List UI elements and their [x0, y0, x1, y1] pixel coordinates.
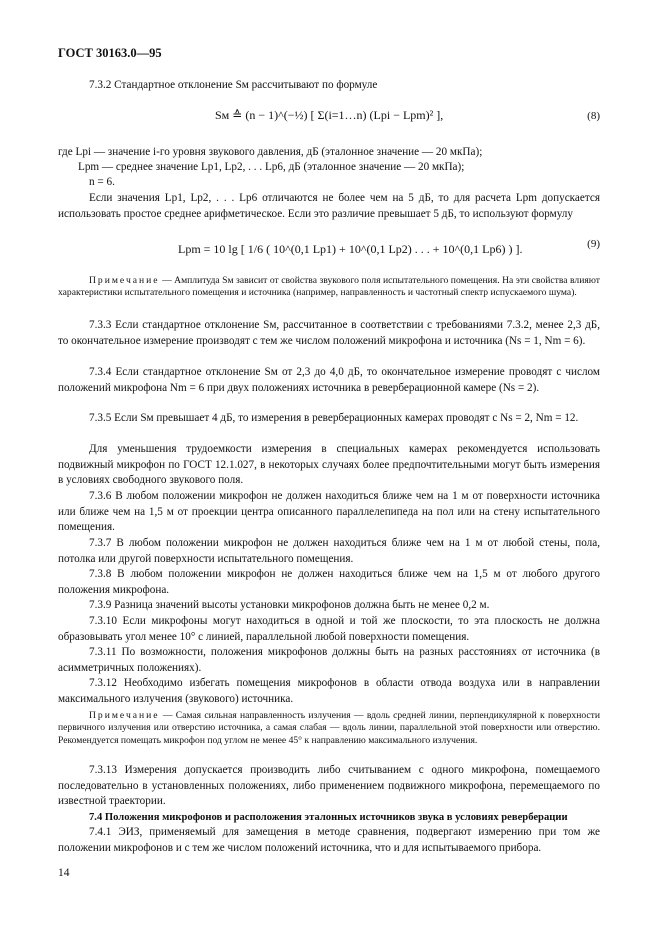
paragraph-7-3-7: 7.3.7 В любом положении микрофон не должен находиться ближе чем на 1 м от любой стены, пола, потолка или другой поверхности испытательного помещения. [58, 537, 600, 565]
paragraph-7-3-3: 7.3.3 Если стандартное отклонение Sм, рассчитанное в соответствии с требованиями 7.3.2, менее 2,3 дБ, то окончательное измерение производят с тем же числом положений микрофона и источника (Ns = 1, Nm = 6). [58, 319, 600, 347]
paragraph-labor: Для уменьшения трудоемкости измерения в специальных камерах рекомендуется использовать подвижный микрофон по ГОСТ 12.1.027, в некоторых случаях более предпочтительными могут быть измерения в условиях свободного звукового поля. [58, 443, 600, 487]
paragraph-7-3-2: 7.3.2 Стандартное отклонение Sм рассчитывают по формуле [89, 79, 378, 91]
note-2 [58, 710, 600, 747]
page-number: 14 [58, 867, 70, 879]
formula-8-number: (8) [587, 110, 600, 122]
formula-8: Sм ≙ (n − 1)^(−½) [ Σ(i=1…n) (Lpi − Lpm)² ], [215, 108, 444, 122]
note-2-text: — Самая сильная направленность излучения — вдоль средней линии, перпендикулярной к поверхности первичного излучения или отверстию источника, а самая слабая — вдоль линии, параллельной этой поверхности или отверстию. Рекомендуется помещать микрофон под углом не менее 45° к направлению максимального излучения. [58, 710, 600, 746]
paragraph-7-3-5: 7.3.5 Если Sм превышает 4 дБ, то измерения в реверберационных камерах проводят с Ns = 2, Nm = 12. [89, 412, 579, 424]
definition-n: n = 6. [89, 176, 115, 188]
note-1 [58, 275, 600, 300]
paragraph-7-3-8: 7.3.8 В любом положении микрофон не должен находиться ближе чем на 1,5 м от любого другого положения микрофона. [58, 568, 600, 596]
section-heading-7-4: 7.4 Положения микрофонов и расположения эталонных источников звука в условиях реверберации [89, 812, 568, 823]
paragraph-7-3-13: 7.3.13 Измерения допускается производить либо считыванием с одного микрофона, помещаемого последовательно в установленных положениях, либо применением подвижного микрофона, перемещаемого по известной траектории. [58, 764, 600, 808]
note-1-label: Примечание [89, 275, 160, 286]
paragraph-7-3-11: 7.3.11 По возможности, положения микрофонов должны быть на разных расстояниях от источника (в асимметричных положениях). [58, 646, 600, 674]
formula-9: Lpm = 10 lg [ 1/6 ( 10^(0,1 Lp1) + 10^(0,1 Lp2) . . . + 10^(0,1 Lp6) ) ]. [178, 242, 523, 256]
paragraph-7-3-10: 7.3.10 Если микрофоны могут находиться в одной и той же плоскости, то эта плоскость не должна образовывать угол менее 10° с линией, параллельной любой поверхности помещения. [58, 615, 600, 643]
paragraph-7-3-4: 7.3.4 Если стандартное отклонение Sм от 2,3 до 4,0 дБ, то окончательное измерение проводят с числом положений микрофона Nm = 6 при двух положениях источника в реверберационной камере (Ns = 2). [58, 366, 600, 394]
paragraph-7-3-9: 7.3.9 Разница значений высоты установки микрофонов должна быть не менее 0,2 м. [89, 599, 490, 611]
definition-lpi: где Lpi — значение i-го уровня звукового давления, дБ (эталонное значение — 20 мкПа); [58, 146, 483, 158]
definition-lpm: Lpm — среднее значение Lp1, Lp2, . . . Lp6, дБ (эталонное значение — 20 мкПа); [78, 161, 465, 173]
note-2-label: Примечание [89, 710, 160, 721]
paragraph-average: Если значения Lp1, Lp2, . . . Lp6 отличаются не более чем на 5 дБ, то для расчета Lpm допускается использовать простое среднее арифметическое. Если это различие превышает 5 дБ, то используют формулу [58, 192, 600, 220]
paragraph-7-3-6: 7.3.6 В любом положении микрофон не должен находиться ближе чем на 1 м от поверхности источника или ближе чем на 1,5 м от проекции центра описанного параллелепипеда на пол или на стену испытательного помещения. [58, 490, 600, 534]
formula-9-number: (9) [587, 238, 600, 250]
note-1-text: — Амплитуда Sм зависит от свойства звукового поля испытательного помещения. На эти свойства влияют характеристики испытательного помещения и источника (например, направленность и частотный спектр испускаемого шума). [58, 275, 600, 299]
document-header: ГОСТ 30163.0—95 [58, 46, 162, 60]
paragraph-7-3-12: 7.3.12 Необходимо избегать помещения микрофонов в области отвода воздуха или в направлении максимального излучения (звукового) источника. [58, 677, 600, 705]
paragraph-7-4-1: 7.4.1 ЭИЗ, применяемый для замещения в методе сравнения, подвергают измерению при том же положении микрофонов и с тем же числом положений источника, что и для испытываемого прибора. [58, 826, 600, 854]
